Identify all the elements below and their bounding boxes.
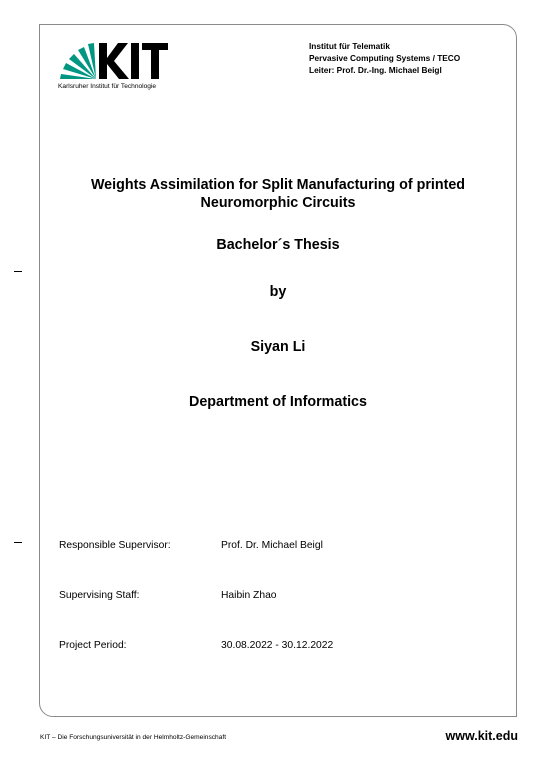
fold-mark-bottom [14, 542, 22, 543]
footer-tagline: KIT – Die Forschungsuniversität in der Helmholtz-Gemeinschaft [40, 734, 227, 741]
detail-value: Haibin Zhao [221, 590, 277, 601]
thesis-title [39, 176, 517, 212]
department: Department of Informatics [189, 394, 367, 410]
author-name: Siyan Li [250, 339, 306, 355]
detail-value: 30.08.2022 - 30.12.2022 [221, 640, 334, 651]
by-label: by [269, 284, 287, 300]
thesis-title-line-2: Neuromorphic Circuits [200, 195, 356, 211]
thesis-type: Bachelor´s Thesis [216, 237, 340, 253]
thesis-title-line-1: Weights Assimilation for Split Manufacturing of printed [90, 177, 466, 193]
institute-header [309, 40, 460, 76]
kit-logo-fan-icon [60, 43, 96, 79]
detail-label: Supervising Staff: [59, 590, 140, 601]
institute-name: Institut für Telematik [309, 41, 390, 51]
institute-head: Leiter: Prof. Dr.-Ing. Michael Beigl [309, 65, 442, 75]
logo-caption: Karlsruher Institut für Technologie [58, 83, 157, 90]
detail-value: Prof. Dr. Michael Beigl [221, 540, 323, 551]
detail-label: Project Period: [59, 640, 127, 651]
footer-url[interactable]: www.kit.edu [445, 729, 518, 743]
fold-mark-top [14, 271, 22, 272]
detail-label: Responsible Supervisor: [59, 540, 171, 551]
research-group: Pervasive Computing Systems / TECO [309, 53, 461, 63]
page-frame [39, 24, 517, 717]
